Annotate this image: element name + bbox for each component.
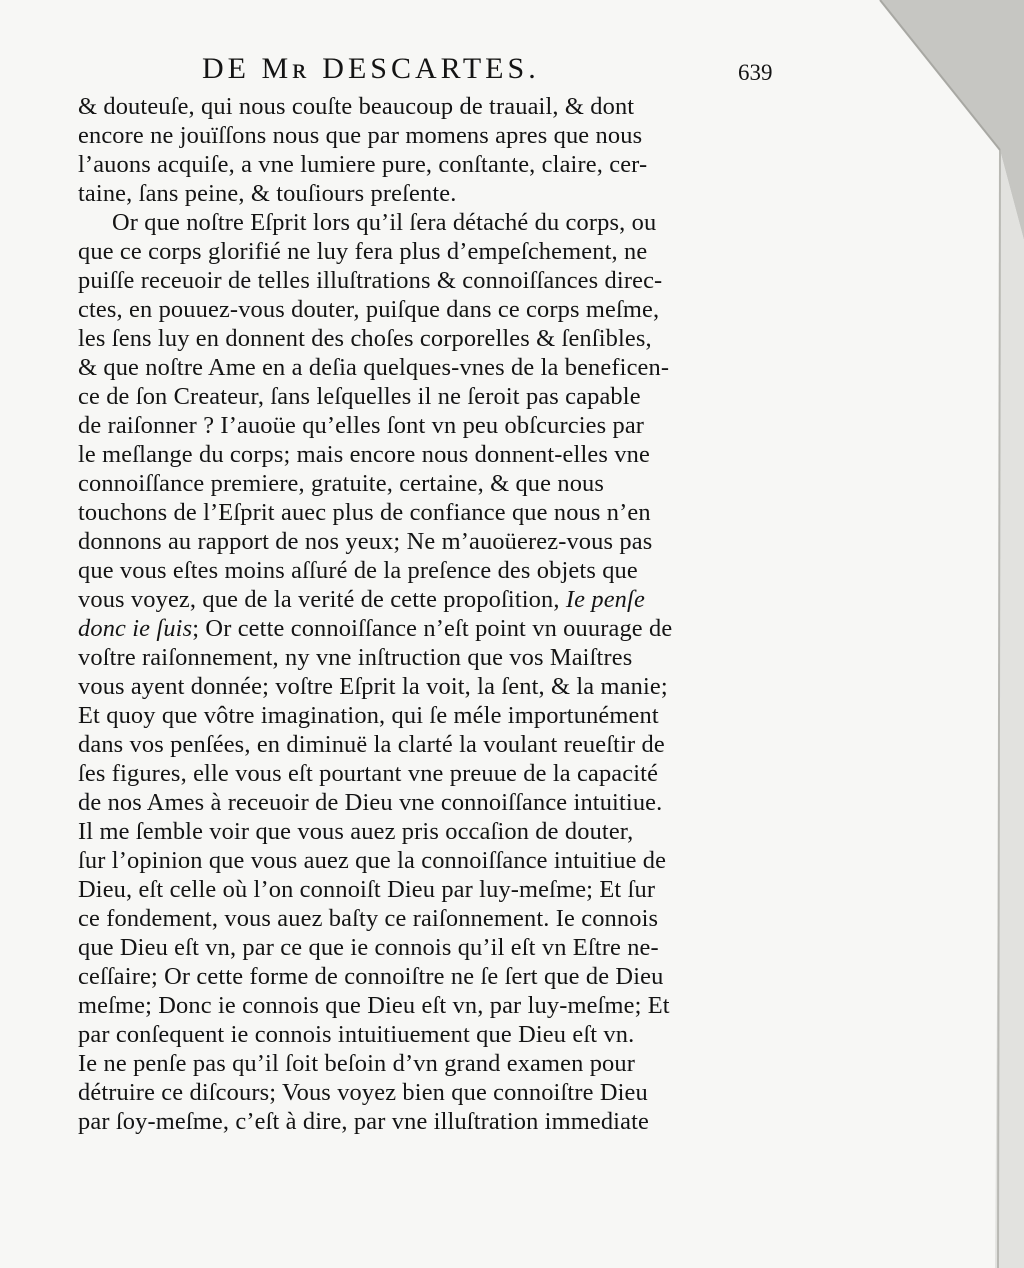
page-text [78, 52, 778, 1136]
text-line: que vous eſtes moins aſſuré de la preſence des objets que [78, 557, 638, 584]
text-segment: ; Or cette connoiſſance n’eſt point vn ouurage de [192, 615, 673, 642]
text-line: Dieu, eſt celle où l’on connoiſt Dieu par luy-meſme; Et ſur [78, 876, 656, 903]
text-line: que ce corps glorifié ne luy fera plus d’empeſchement, ne [78, 238, 648, 265]
text-line: connoiſſance premiere, gratuite, certaine, & que nous [78, 470, 605, 497]
text-line: voſtre raiſonnement, ny vne inſtruction que vos Maiſtres [78, 644, 633, 671]
paragraph-2 [78, 208, 778, 817]
text-line: par ſoy-meſme, c’eſt à dire, par vne illuſtration immediate [78, 1108, 649, 1135]
text-line: Il me ſemble voir que vous auez pris occaſion de douter, [78, 818, 634, 845]
paragraph-3 [78, 817, 778, 1049]
text-line: Or que noſtre Eſprit lors qu’il ſera détaché du corps, ou [112, 209, 657, 236]
italic-phrase: Ie penſe [565, 586, 645, 613]
text-line: ctes, en pouuez-vous douter, puiſque dans ce corps meſme, [78, 296, 660, 323]
text-line: ſur l’opinion que vous auez que la connoiſſance intuitiue de [78, 847, 667, 874]
paragraph-4 [78, 1049, 778, 1136]
text-line [78, 614, 778, 643]
text-line: les ſens luy en donnent des choſes corporelles & ſenſibles, [78, 325, 652, 352]
text-line: de raiſonner ? I’auoüe qu’elles ſont vn peu obſcurcies par [78, 412, 645, 439]
italic-phrase: donc ie ſuis [78, 615, 193, 642]
text-line: donnons au rapport de nos yeux; Ne m’auoüerez-vous pas [78, 528, 653, 555]
page-header [78, 52, 778, 92]
page-number: 639 [738, 60, 773, 85]
text-line: taine, ſans peine, & touſiours preſente. [78, 180, 457, 207]
text-line: détruire ce diſcours; Vous voyez bien que connoiſtre Dieu [78, 1079, 648, 1106]
text-line: vous ayent donnée; voſtre Eſprit la voit, la ſent, & la manie; [78, 673, 668, 700]
text-line: par conſequent ie connois intuitiuement que Dieu eſt vn. [78, 1021, 635, 1048]
text-line: ceſſaire; Or cette forme de connoiſtre ne ſe ſert que de Dieu [78, 963, 664, 990]
text-line: de nos Ames à receuoir de Dieu vne connoiſſance intuitiue. [78, 789, 663, 816]
running-title: DE Mʀ DESCARTES. [202, 52, 540, 85]
text-line: encore ne jouïſſons nous que par momens apres que nous [78, 122, 643, 149]
paragraph-1 [78, 92, 778, 208]
text-line: ſes figures, elle vous eſt pourtant vne preuue de la capacité [78, 760, 659, 787]
text-segment: vous voyez, que de la verité de cette propoſition, [78, 586, 560, 613]
text-line: & douteuſe, qui nous couſte beaucoup de trauail, & dont [78, 93, 635, 120]
text-line: l’auons acquiſe, a vne lumiere pure, conſtante, claire, cer- [78, 151, 648, 178]
text-line: ce de ſon Createur, ſans leſquelles il ne ſeroit pas capable [78, 383, 641, 410]
text-line [78, 585, 778, 614]
text-line: Ie ne penſe pas qu’il ſoit beſoin d’vn grand examen pour [78, 1050, 636, 1077]
text-line: ce fondement, vous auez baſty ce raiſonnement. Ie connois [78, 905, 659, 932]
text-line: le meſlange du corps; mais encore nous donnent-elles vne [78, 441, 650, 468]
text-line: puiſſe receuoir de telles illuſtrations & connoiſſances direc- [78, 267, 663, 294]
text-line: & que noſtre Ame en a deſia quelques-vnes de la beneficen- [78, 354, 670, 381]
text-line: que Dieu eſt vn, par ce que ie connois qu’il eſt vn Eſtre ne- [78, 934, 659, 961]
text-line: dans vos penſées, en diminuë la clarté la voulant reueſtir de [78, 731, 665, 758]
text-line: touchons de l’Eſprit auec plus de confiance que nous n’en [78, 499, 651, 526]
text-line: Et quoy que vôtre imagination, qui ſe méle importunément [78, 702, 659, 729]
text-line: meſme; Donc ie connois que Dieu eſt vn, par luy-meſme; Et [78, 992, 670, 1019]
